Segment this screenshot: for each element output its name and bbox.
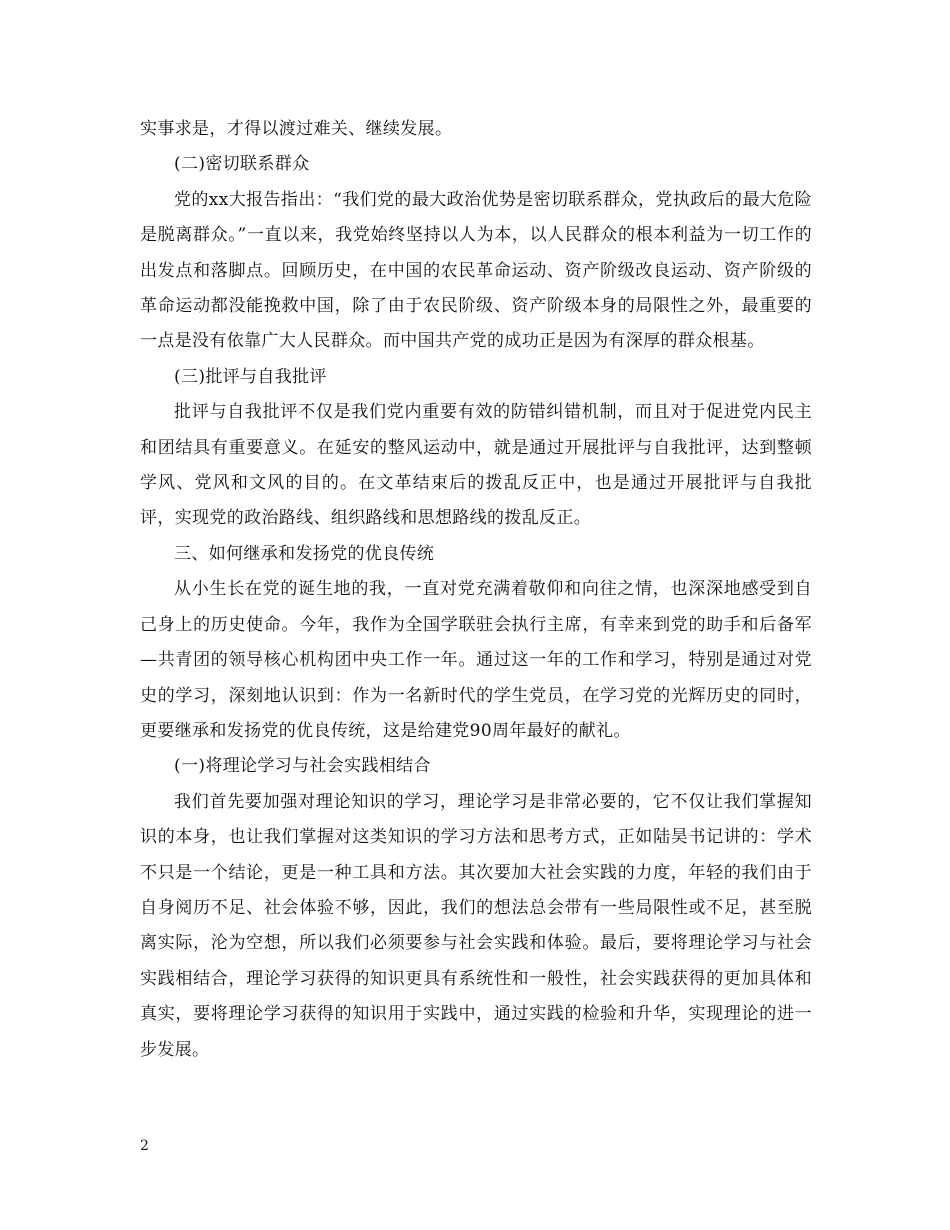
paragraph-masses: 党的xx大报告指出：“我们党的最大政治优势是密切联系群众，党执政后的最大危险是脱离群众。”一直以来，我党始终坚持以人为本，以人民群众的根本利益为一切工作的出发点和落脚点。回顾历史，在中国的农民革命运动、资产阶级改良运动、资产阶级的革命运动都没能挽救中国，除了由于农民阶级、资产阶级本身的局限性之外，最重要的一点是没有依靠广大人民群众。而中国共产党的成功正是因为有深厚的群众根基。 xyxy=(140,189,812,352)
paragraph-personal-mission: 从小生长在党的诞生地的我，一直对党充满着敬仰和向往之情，也深深地感受到自己身上的历史使命。今年，我作为全国学联驻会执行主席，有幸来到党的助手和后备军—共青团的领导核心机构团中央工作一年。通过这一年的工作和学习，特别是通过对党史的学习，深刻地认识到：作为一名新时代的学生党员，在学习党的光辉历史的同时，更要继承和发扬党的优良传统，这是给建党90周年最好的献礼。 xyxy=(140,579,812,741)
section-heading-theory-practice: (一)将理论学习与社会实践相结合 xyxy=(174,756,431,777)
document-body xyxy=(140,112,812,1068)
paragraph-criticism: 批评与自我批评不仅是我们党内重要有效的防错纠错机制，而且对于促进党内民主和团结具有重要意义。在延安的整风运动中，就是通过开展批评与自我批评，达到整顿学风、党风和文风的目的。在文革结束后的拨乱反正中，也是通过开展批评与自我批评，实现党的政治路线、组织路线和思想路线的拨乱反正。 xyxy=(140,402,812,529)
paragraph-theory-practice: 我们首先要加强对理论知识的学习，理论学习是非常必要的，它不仅让我们掌握知识的本身，也让我们掌握对这类知识的学习方法和思考方式，正如陆昊书记讲的：学术不只是一个结论，更是一种工具和方法。其次要加大社会实践的力度，年轻的我们由于自身阅历不足、社会体验不够，因此，我们的想法总会带有一些局限性或不足，甚至脱离实际，沦为空想，所以我们必须要参与社会实践和体验。最后，要将理论学习与社会实践相结合，理论学习获得的知识更具有系统性和一般性，社会实践获得的更加具体和真实，要将理论学习获得的知识用于实践中，通过实践的检验和升华，实现理论的进一步发展。 xyxy=(140,791,812,1060)
paragraph-intro: 实事求是，才得以渡过难关、继续发展。 xyxy=(140,119,453,139)
section-heading-inherit-traditions: 三、如何继承和发扬党的优良传统 xyxy=(174,543,435,564)
section-heading-criticism: (三)批评与自我批评 xyxy=(174,366,327,387)
section-heading-close-ties-with-masses: (二)密切联系群众 xyxy=(174,154,310,175)
page-number: 2 xyxy=(140,1138,149,1154)
